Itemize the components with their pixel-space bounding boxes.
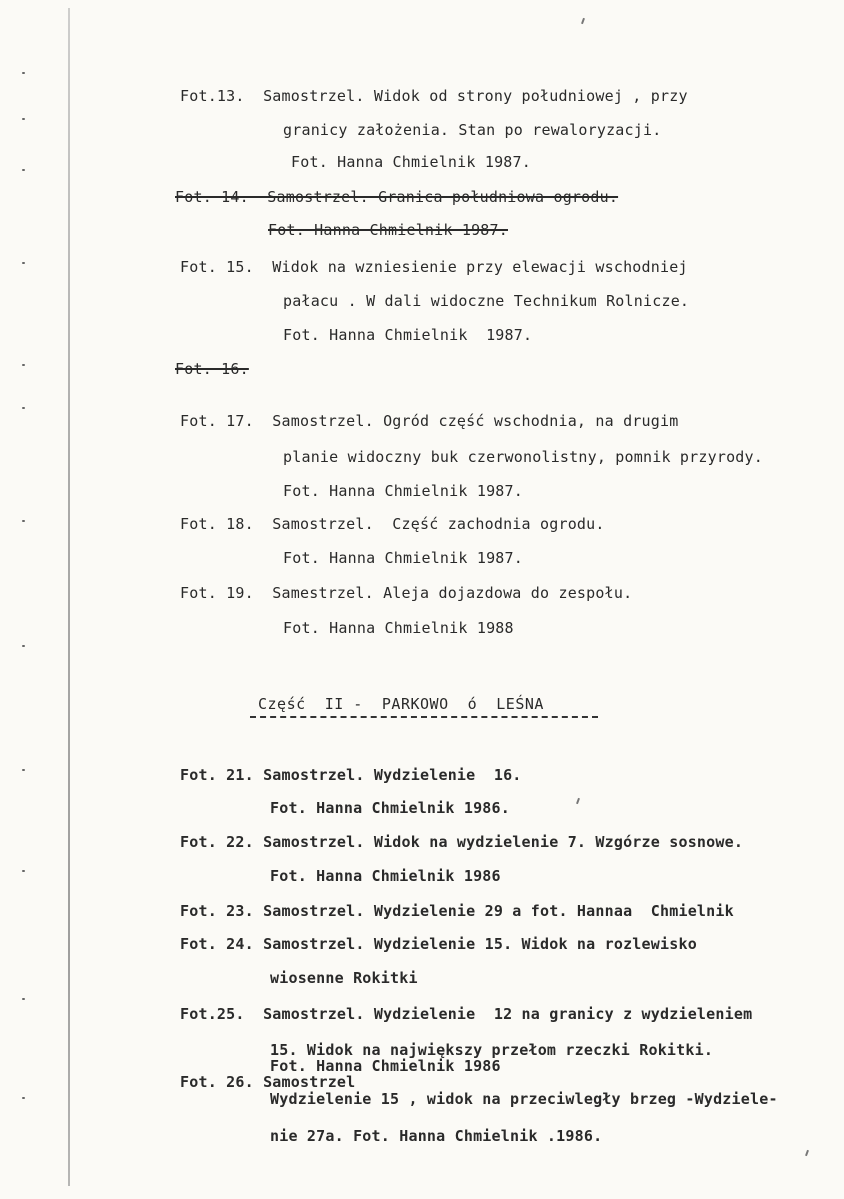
caption-line: planie widoczny buk czerwonolistny, pomnik przyrody. [283,448,763,466]
caption-line: granicy założenia. Stan po rewaloryzacji. [283,121,662,139]
scan-speck [22,870,25,872]
section-heading: Część II - PARKOWO ó LEŚNA [258,695,544,713]
heading-underline [250,716,598,718]
caption-line: Fot. 19. Samestrzel. Aleja dojazdowa do zespołu. [180,584,633,602]
caption-line: Fot. 26. Samostrzel [180,1073,356,1091]
caption-line: 15. Widok na największy przełom rzeczki Rokitki. [270,1041,714,1059]
caption-line: Fot. Hanna Chmielnik 1986 [270,867,501,885]
caption-line: Fot. 23. Samostrzel. Wydzielenie 29 a fot. Hannaa Chmielnik [180,902,734,920]
page-edge-shadow [68,8,70,1186]
scan-speck [581,18,585,24]
caption-line: Fot. Hanna Chmielnik 1987. [283,549,523,567]
scan-speck [22,520,25,522]
scan-speck [22,998,25,1000]
scan-speck [22,169,25,171]
caption-line: Fot. 22. Samostrzel. Widok na wydzielenie 7. Wzgórze sosnowe. [180,833,744,851]
caption-line: Fot. Hanna Chmielnik 1986. [270,799,510,817]
scan-speck [22,645,25,647]
caption-line: Fot. 17. Samostrzel. Ogród część wschodnia, na drugim [180,412,679,430]
caption-line: nie 27a. Fot. Hanna Chmielnik .1986. [270,1127,603,1145]
caption-line-struck: Fot. 14. Samostrzel. Granica południowa ogrodu. [175,188,619,206]
caption-line: Fot.25. Samostrzel. Wydzielenie 12 na granicy z wydzieleniem [180,1005,753,1023]
caption-line: Fot. Hanna Chmielnik 1987. [291,153,531,171]
caption-line: Fot. Hanna Chmielnik 1987. [283,482,523,500]
caption-line: wiosenne Rokitki [270,969,418,987]
caption-line: Fot. 15. Widok na wzniesienie przy elewacji wschodniej [180,258,688,276]
caption-line: Fot. 18. Samostrzel. Część zachodnia ogrodu. [180,515,605,533]
caption-line-struck: Fot. 16. [175,360,249,378]
caption-line: Wydzielenie 15 , widok na przeciwległy brzeg -Wydziele- [270,1090,778,1108]
scan-speck [805,1150,809,1156]
scan-speck [22,72,25,74]
scan-speck [576,798,580,804]
caption-line-struck: Fot. Hanna Chmielnik 1987. [268,221,508,239]
scan-speck [22,364,25,366]
caption-line: Fot. Hanna Chmielnik 1988 [283,619,514,637]
scan-speck [22,407,25,409]
scan-speck [22,118,25,120]
scan-speck [22,769,25,771]
caption-line: pałacu . W dali widoczne Technikum Rolnicze. [283,292,690,310]
scan-speck [22,1097,25,1099]
caption-line: Fot. Hanna Chmielnik 1986 [270,1057,501,1075]
caption-line: Fot. 24. Samostrzel. Wydzielenie 15. Widok na rozlewisko [180,935,697,953]
caption-line: Fot. 21. Samostrzel. Wydzielenie 16. [180,766,522,784]
caption-line: Fot. Hanna Chmielnik 1987. [283,326,533,344]
caption-line: Fot.13. Samostrzel. Widok od strony południowej , przy [180,87,688,105]
scan-speck [22,262,25,264]
